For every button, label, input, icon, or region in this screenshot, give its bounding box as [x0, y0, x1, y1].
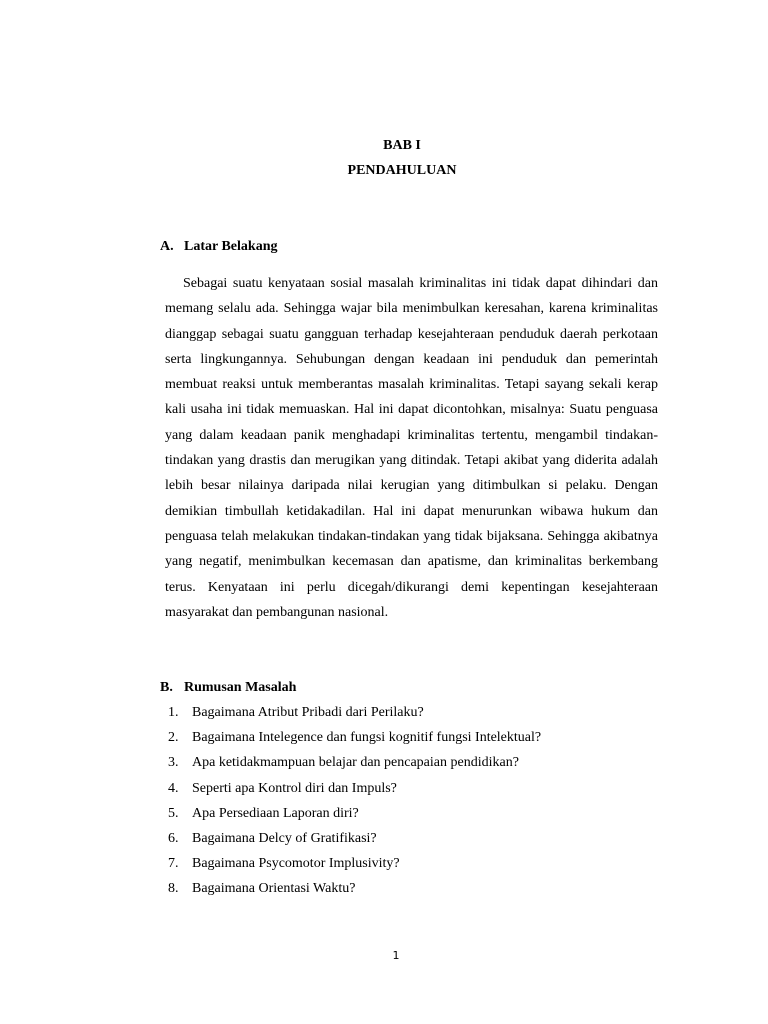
list-item	[168, 725, 541, 750]
section-heading-rumusan-masalah	[160, 680, 296, 696]
list-number: 2.	[168, 730, 179, 746]
list-number: 8.	[168, 881, 179, 897]
list-number: 1.	[168, 705, 179, 720]
list-text: Apa ketidakmampuan belajar dan pencapaian pendidikan?	[192, 755, 519, 771]
list-item	[168, 776, 541, 801]
list-text: Bagaimana Orientasi Waktu?	[192, 881, 356, 897]
list-text: Seperti apa Kontrol diri dan Impuls?	[192, 780, 397, 796]
list-item	[168, 851, 541, 876]
section-heading-latar-belakang	[160, 239, 277, 255]
list-item	[168, 826, 541, 851]
list-item	[168, 700, 541, 725]
list-number: 5.	[168, 805, 179, 821]
list-number: 6.	[168, 830, 179, 846]
page-number: 1	[392, 949, 400, 962]
list-text: Bagaimana Intelegence dan fungsi kognitif fungsi Intelektual?	[192, 730, 542, 746]
list-item	[168, 876, 541, 901]
section-title: Latar Belakang	[184, 239, 278, 254]
list-text: Bagaimana Psycomotor Implusivity?	[192, 856, 400, 872]
chapter-number: BAB I	[383, 138, 421, 153]
background-paragraph: Sebagai suatu kenyataan sosial masalah kriminalitas ini tidak dapat dihindari dan memang selalu ada. Sehingga wajar bila menimbulkan keresahan, karena kriminalitas dianggap sebagai suatu gangguan terhadap kesejahteraan penduduk daerah perkotaan serta lingkungannya. Sehubungan dengan keadaan ini penduduk dan pemerintah membuat reaksi untuk memberantas masalah kriminalitas. Tetapi sayang sekali kerap kali usaha ini tidak memuaskan. Hal ini dapat dicontohkan, misalnya: Suatu penguasa yang dalam keadaan panik menghadapi kriminalitas tertentu, mengambil tindakan-tindakan yang drastis dan merugikan yang ditindak. Tetapi akibat yang diderita adalah lebih besar nilainya daripada nilai kerugian yang ditimbulkan si pelaku. Dengan demikian timbullah ketidakadilan. Hal ini dapat menurunkan wibawa hukum dan penguasa telah melakukan tindakan-tindakan yang tidak bijaksana. Sehingga akibatnya yang negatif, menimbulkan kecemasan dan apatisme, dan kriminalitas berkembang terus. Kenyataan ini perlu dicegah/dikurangi demi kepentingan kesejahteraan masyarakat dan pembangunan nasional.	[165, 276, 658, 620]
list-number: 4.	[168, 780, 179, 796]
list-item	[168, 801, 541, 826]
list-text: Bagaimana Atribut Pribadi dari Perilaku?	[192, 705, 424, 720]
list-item	[168, 750, 541, 775]
section-letter: A.	[160, 239, 174, 254]
list-text: Bagaimana Delcy of Gratifikasi?	[192, 830, 377, 846]
section-title: Rumusan Masalah	[184, 680, 297, 695]
list-number: 3.	[168, 755, 179, 771]
section-letter: B.	[160, 680, 173, 695]
problem-list	[168, 700, 541, 902]
list-text: Apa Persediaan Laporan diri?	[192, 805, 359, 821]
chapter-title: PENDAHULUAN	[347, 163, 457, 178]
list-number: 7.	[168, 856, 179, 872]
